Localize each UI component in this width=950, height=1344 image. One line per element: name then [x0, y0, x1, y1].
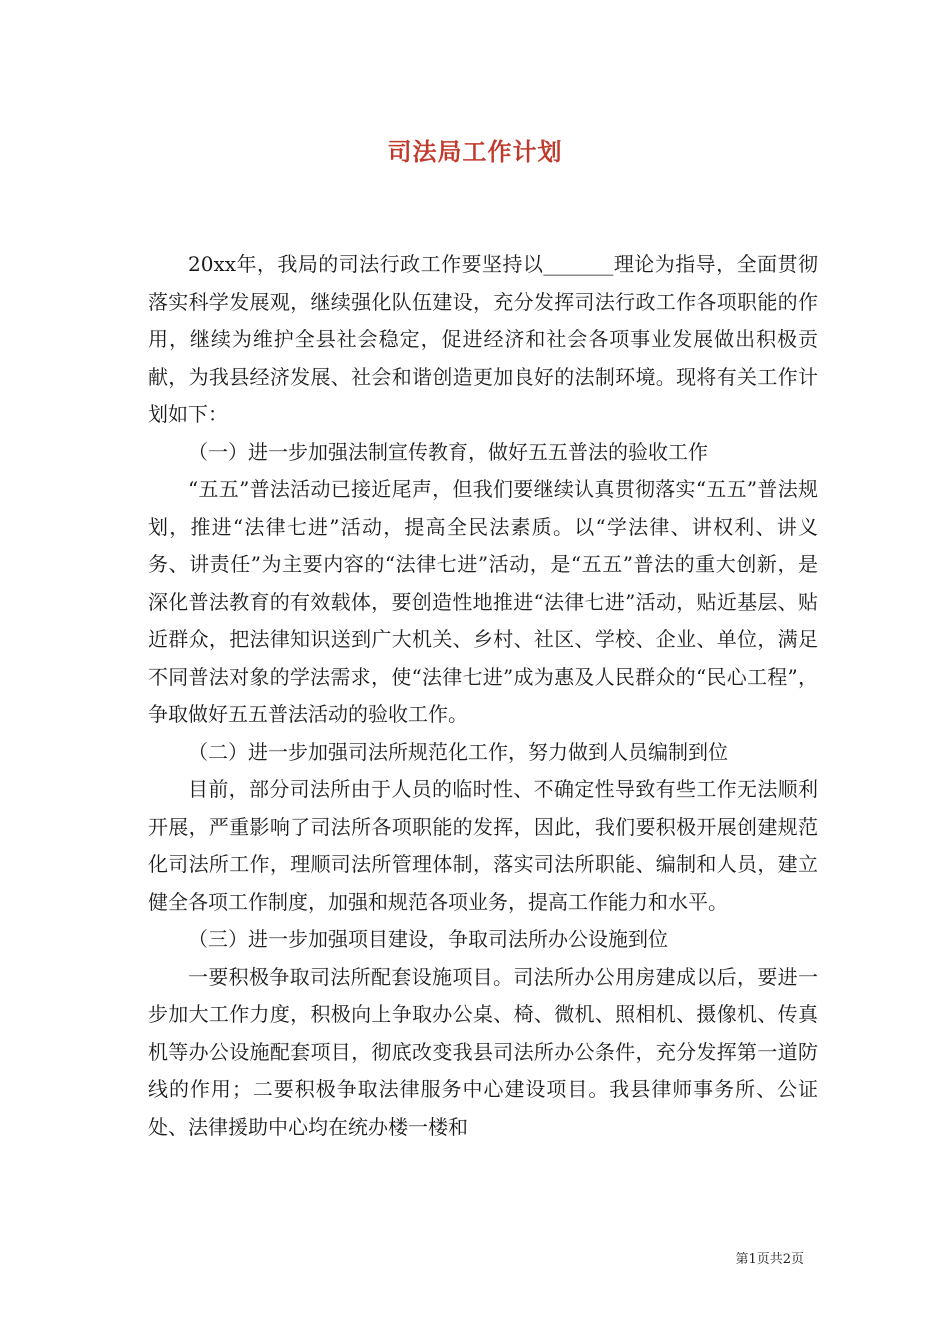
- paragraph-section-1: “五五”普法活动已接近尾声，但我们要继续认真贯彻落实“五五”普法规划，推进“法律七进”活动，提高全民法素质。以“学法律、讲权利、讲义务、讲责任”为主要内容的“法律七进”活动，是“五五”普法的重大创新，是深化普法教育的有效载体，要创造性地推进“法律七进”活动，贴近基层、贴近群众，把法律知识送到广大机关、乡村、社区、学校、企业、单位，满足不同普法对象的学法需求，使“法律七进”成为惠及人民群众的“民心工程”，争取做好五五普法活动的验收工作。: [148, 477, 818, 726]
- section-heading-1: （一）进一步加强法制宣传教育，做好五五普法的验收工作: [188, 439, 708, 464]
- paragraph-intro: 20xx年，我局的司法行政工作要坚持以_______理论为指导，全面贯彻落实科学发展观，继续强化队伍建设，充分发挥司法行政工作各项职能的作用，继续为维护全县社会稳定，促进经济和社会各项事业发展做出积极贡献，为我县经济发展、社会和谐创造更加良好的法制环境。现将有关工作计划如下：: [148, 252, 818, 426]
- page-number: 第1页共2页: [735, 1252, 804, 1267]
- section-heading-3: （三）进一步加强项目建设，争取司法所办公设施到位: [188, 927, 668, 951]
- document-body: [148, 246, 818, 1146]
- section-heading-2: （二）进一步加强司法所规范化工作，努力做到人员编制到位: [188, 739, 728, 764]
- document-title: 司法局工作计划: [387, 137, 563, 166]
- paragraph-section-2: 目前，部分司法所由于人员的临时性、不确定性导致有些工作无法顺利开展，严重影响了司法所各项职能的发挥，因此，我们要积极开展创建规范化司法所工作，理顺司法所管理体制，落实司法所职能、编制和人员，建立健全各项工作制度，加强和规范各项业务，提高工作能力和水平。: [148, 777, 818, 914]
- paragraph-section-3: 一要积极争取司法所配套设施项目。司法所办公用房建成以后，要进一步加大工作力度，积极向上争取办公桌、椅、微机、照相机、摄像机、传真机等办公设施配套项目，彻底改变我县司法所办公条件，充分发挥第一道防线的作用；二要积极争取法律服务中心建设项目。我县律师事务所、公证处、法律援助中心均在统办楼一楼和: [148, 964, 818, 1139]
